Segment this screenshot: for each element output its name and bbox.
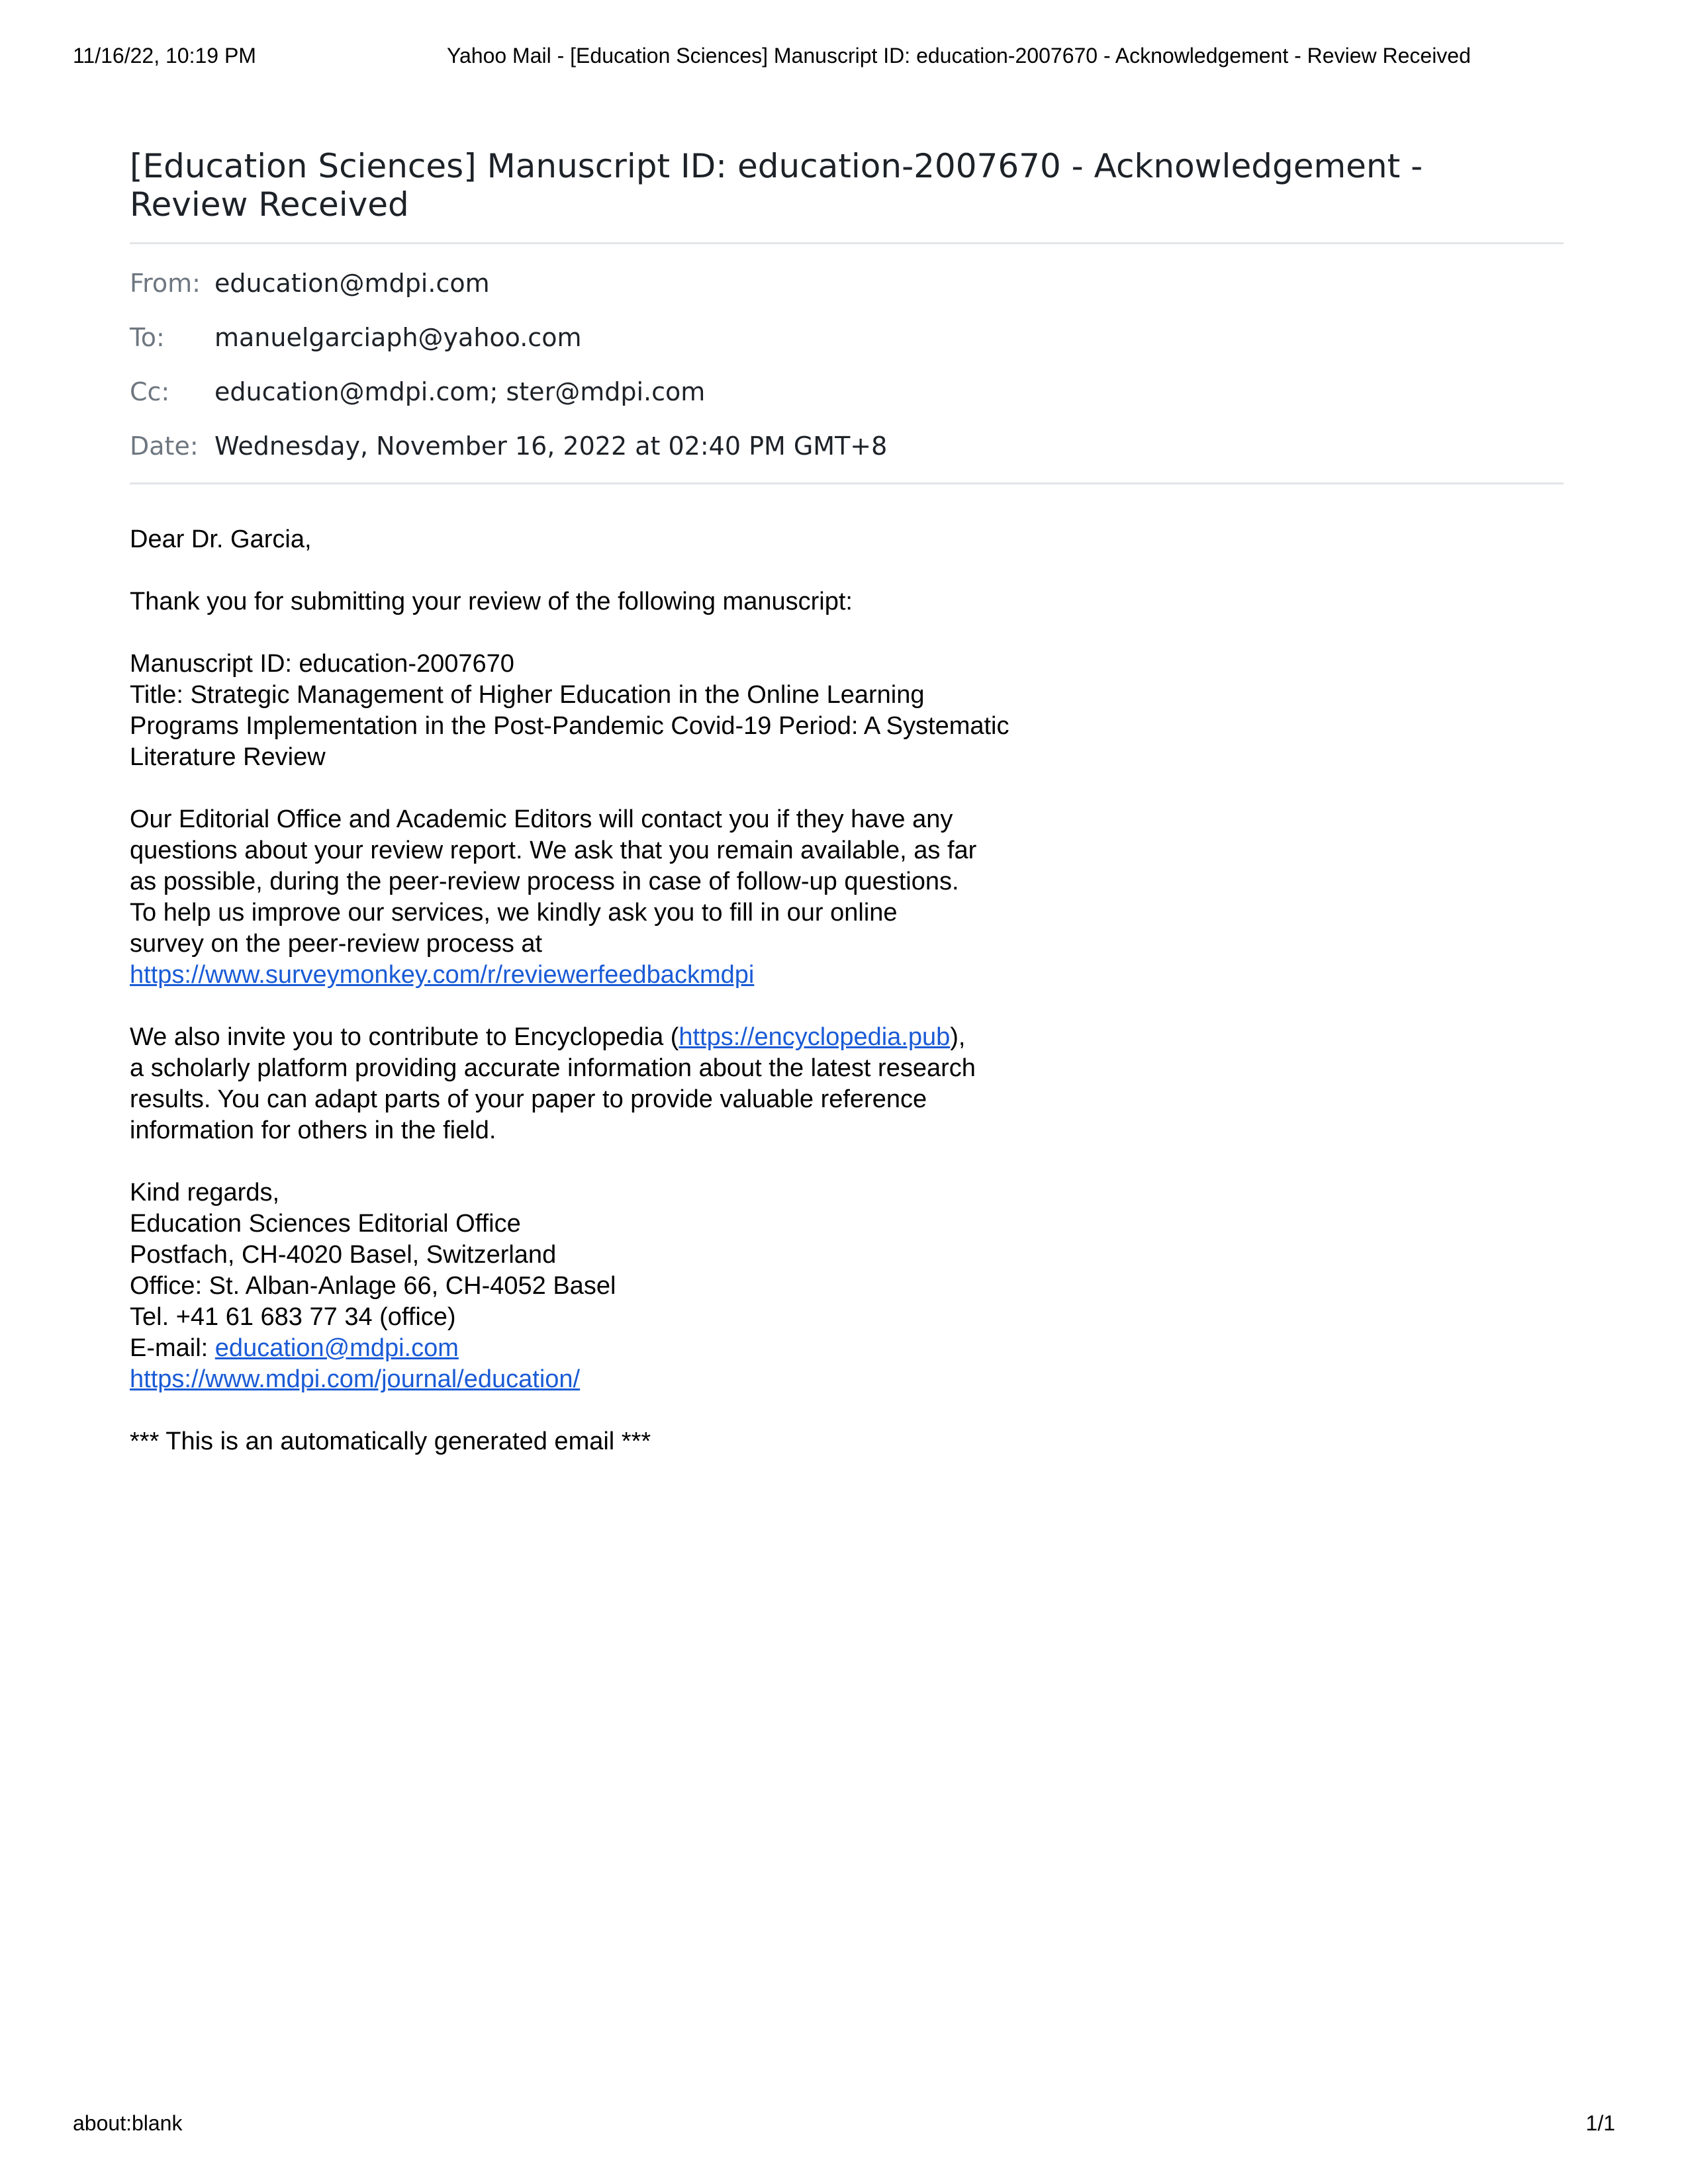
auto-generated-note: *** This is an automatically generated email *** <box>130 1428 651 1455</box>
manuscript-details <box>130 649 1189 773</box>
intro-paragraph: Thank you for submitting your review of the following manuscript: <box>130 588 853 615</box>
email-message <box>130 147 1564 1488</box>
journal-link[interactable]: https://www.mdpi.com/journal/education/ <box>130 1365 581 1393</box>
manuscript-title-line: Title: Strategic Management of Higher Education in the Online Learning <box>130 681 925 709</box>
text-line: Our Editorial Office and Academic Editors will contact you if they have any <box>130 805 953 833</box>
text-line: information for others in the field. <box>130 1116 496 1144</box>
text-line: a scholarly platform providing accurate information about the latest research <box>130 1054 976 1082</box>
email-meta <box>130 244 1564 482</box>
review-paragraph <box>130 804 1189 991</box>
from-label: From: <box>130 269 201 298</box>
text-fragment: We also invite you to contribute to Encyclopedia ( <box>130 1023 679 1051</box>
postal-address: Postfach, CH-4020 Basel, Switzerland <box>130 1241 557 1269</box>
encyclopedia-link[interactable]: https://encyclopedia.pub <box>679 1023 951 1051</box>
text-line: questions about your review report. We ask that you remain available, as far <box>130 837 977 864</box>
greeting: Dear Dr. Garcia, <box>130 525 312 553</box>
office-address: Office: St. Alban-Anlage 66, CH-4052 Basel <box>130 1272 616 1300</box>
office-name: Education Sciences Editorial Office <box>130 1210 521 1238</box>
manuscript-title-line: Programs Implementation in the Post-Pandemic Covid-19 Period: A Systematic <box>130 712 1009 740</box>
text-line: results. You can adapt parts of your paper to provide valuable reference <box>130 1085 927 1113</box>
closing: Kind regards, <box>130 1179 280 1206</box>
date-row <box>130 430 1564 463</box>
from-row <box>130 267 1564 300</box>
print-footer <box>73 2109 1615 2138</box>
cc-row <box>130 375 1564 408</box>
telephone: Tel. +41 61 683 77 34 (office) <box>130 1303 456 1331</box>
print-datetime: 11/16/22, 10:19 PM <box>73 44 256 68</box>
print-document-title: Yahoo Mail - [Education Sciences] Manuscript ID: education-2007670 - Acknowledgement - Review Received <box>447 44 1471 68</box>
print-url: about:blank <box>73 2111 183 2135</box>
text-line: as possible, during the peer-review process in case of follow-up questions. <box>130 868 959 895</box>
manuscript-title-line: Literature Review <box>130 743 326 771</box>
from-address: education@mdpi.com <box>214 269 490 298</box>
cc-addresses: education@mdpi.com; ster@mdpi.com <box>214 377 706 406</box>
email-body <box>130 484 1189 1457</box>
text-line: To help us improve our services, we kindly ask you to fill in our online <box>130 899 898 927</box>
email-subject: [Education Sciences] Manuscript ID: education-2007670 - Acknowledgement - Review Received <box>130 147 1423 224</box>
date-label: Date: <box>130 432 199 461</box>
survey-link[interactable]: https://www.surveymonkey.com/r/reviewerfeedbackmdpi <box>130 961 755 989</box>
encyclopedia-paragraph <box>130 1022 1189 1146</box>
print-header <box>73 41 1615 70</box>
manuscript-id: Manuscript ID: education-2007670 <box>130 650 514 678</box>
text-fragment: ), <box>950 1023 966 1051</box>
contact-email-link[interactable]: education@mdpi.com <box>214 1334 459 1362</box>
page-number: 1/1 <box>1585 2111 1615 2135</box>
sent-date: Wednesday, November 16, 2022 at 02:40 PM GMT+8 <box>214 432 888 461</box>
to-label: To: <box>130 323 165 352</box>
text-line: survey on the peer-review process at <box>130 930 543 958</box>
signature <box>130 1177 1189 1395</box>
cc-label: Cc: <box>130 377 170 406</box>
to-row <box>130 321 1564 354</box>
email-label: E-mail: <box>130 1334 215 1362</box>
to-address: manuelgarciaph@yahoo.com <box>214 323 582 352</box>
